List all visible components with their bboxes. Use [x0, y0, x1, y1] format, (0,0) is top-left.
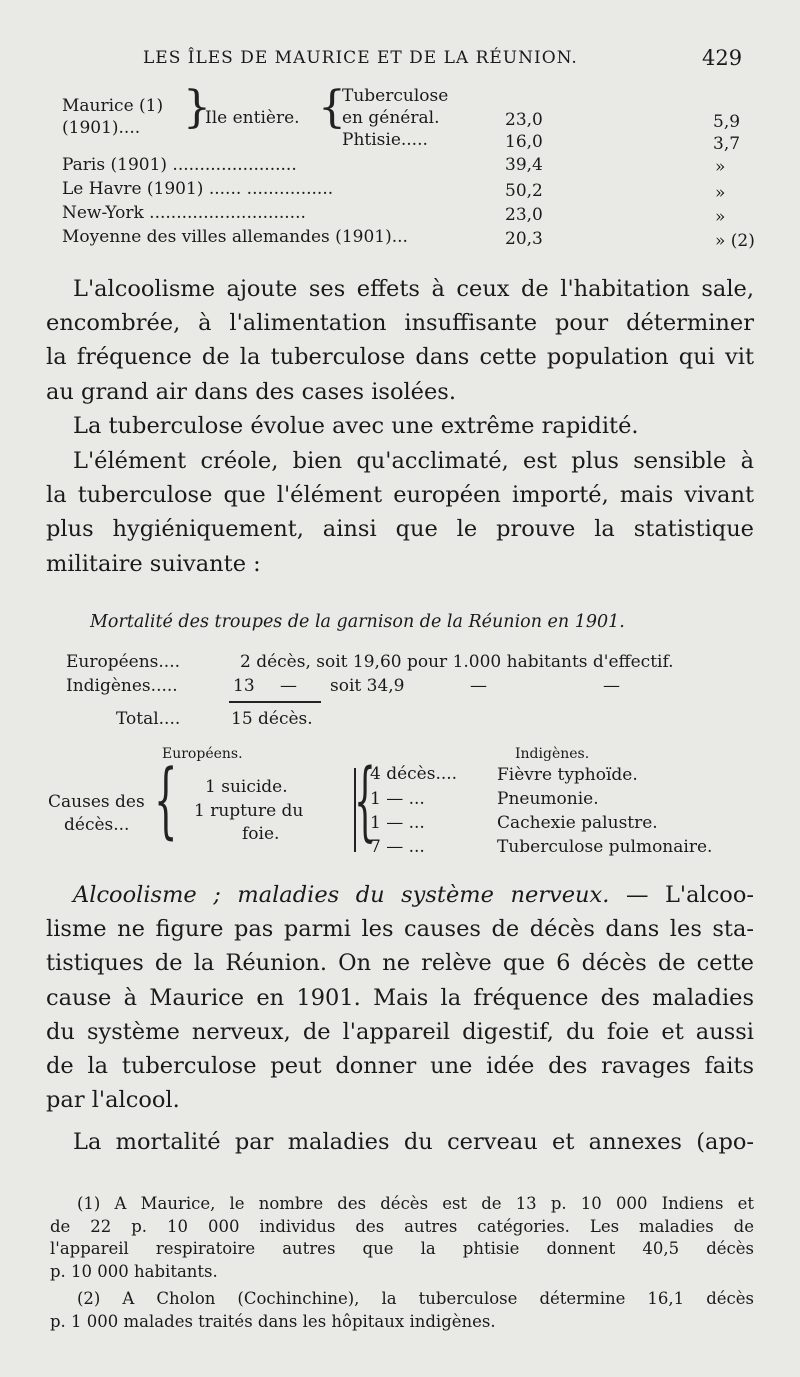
value-cell: 5,9 — [713, 112, 741, 132]
ile-entiere-label: Ile entière. — [205, 108, 300, 128]
en-general-label: en général. — [342, 108, 440, 128]
footnote-line: de 22 p. 10 000 individus des autres catégories. Les maladies de — [50, 1216, 754, 1236]
total-value: 15 décès. — [231, 709, 313, 729]
row-label: Moyenne des villes allemandes (1901)... — [62, 227, 408, 247]
left-brace: } — [183, 82, 211, 133]
table-caption: Mortalité des troupes de la garnison de la Réunion en 1901. — [90, 612, 625, 632]
text-line: la fréquence de la tuberculose dans cette population qui vit — [46, 344, 754, 371]
value-cell: 16,0 — [505, 132, 543, 152]
eu-cause: foie. — [242, 824, 280, 844]
text-line: cause à Maurice en 1901. Mais la fréquence des maladies — [46, 984, 754, 1011]
footnote-line: p. 10 000 habitants. — [50, 1261, 218, 1281]
value-cell: » (2) — [715, 231, 755, 251]
text-line: par l'alcool. — [46, 1087, 180, 1114]
value-cell: » — [715, 157, 726, 177]
ditto-dash: — — [470, 676, 487, 696]
tuberculose-label: Tuberculose — [342, 86, 449, 106]
ind-count: 1 — ... — [370, 813, 425, 833]
text-line: du système nerveux, de l'appareil digestif, du foie et aussi — [46, 1018, 754, 1045]
text-line: plus hygiéniquement, ainsi que le prouve la statistique — [46, 516, 754, 543]
text-line: au grand air dans des cases isolées. — [46, 378, 457, 405]
value-cell: 20,3 — [505, 229, 543, 249]
text-line — [46, 878, 754, 912]
paragraph — [46, 444, 754, 581]
text-line: la tuberculose que l'élément européen importé, mais vivant — [46, 482, 754, 509]
ind-cause: Pneumonie. — [497, 789, 599, 809]
paragraph — [46, 409, 754, 443]
indigenes-rate: soit 34,9 — [330, 676, 405, 696]
europeens-label: Européens.... — [66, 652, 181, 672]
text-line: tistiques de la Réunion. On ne relève que 6 décès de cette — [46, 950, 754, 977]
footnote-line: (1) A Maurice, le nombre des décès est de 13 p. 10 000 Indiens et — [77, 1194, 754, 1213]
value-cell: 23,0 — [505, 110, 543, 130]
footnote-1 — [50, 1193, 754, 1283]
text-line: de la tuberculose peut donner une idée des ravages faits — [46, 1052, 754, 1079]
ditto-dash: — — [603, 676, 620, 696]
row-label: Paris (1901) ....................... — [62, 155, 297, 175]
causes-label: décès... — [64, 815, 130, 835]
ind-count: 7 — ... — [370, 837, 425, 857]
ind-cause: Cachexie palustre. — [497, 813, 658, 833]
row-label: Le Havre (1901) ...... ................ — [62, 179, 334, 199]
text-line: La tuberculose évolue avec une extrême rapidité. — [73, 413, 639, 439]
heading-continuation: — L'alcoo- — [625, 882, 754, 908]
page-number: 429 — [702, 46, 743, 70]
text-line: militaire suivante : — [46, 550, 261, 577]
value-cell: 39,4 — [505, 155, 543, 175]
indigenes-count: 13 — [233, 676, 255, 696]
paragraph — [46, 1125, 754, 1159]
europeens-value: 2 décès, soit 19,60 pour 1.000 habitants d'effectif. — [240, 652, 674, 672]
text-line: La mortalité par maladies du cerveau et annexes (apo- — [73, 1129, 754, 1155]
footnote-line: (2) A Cholon (Cochinchine), la tuberculose détermine 16,1 décès — [77, 1289, 754, 1308]
value-cell: » — [715, 207, 726, 227]
indigenes-brace: { — [354, 751, 376, 851]
running-title: LES ÎLES DE MAURICE ET DE LA RÉUNION. — [143, 48, 578, 68]
maurice-year: (1901).... — [62, 118, 141, 138]
row-label: New-York ............................. — [62, 203, 306, 223]
value-cell: 23,0 — [505, 205, 543, 225]
ditto-dash: — — [280, 676, 297, 696]
ind-count: 1 — ... — [370, 789, 425, 809]
value-cell: 3,7 — [713, 134, 741, 154]
causes-label: Causes des — [48, 792, 145, 812]
paragraph — [46, 272, 754, 409]
ind-cause: Fièvre typhoïde. — [497, 765, 638, 785]
causes-brace: { — [154, 753, 178, 848]
ind-cause: Tuberculose pulmonaire. — [497, 837, 713, 857]
text-line: encombrée, à l'alimentation insuffisante pour déterminer — [46, 310, 754, 337]
section-paragraph — [46, 878, 754, 1117]
text-line: L'élément créole, bien qu'acclimaté, est plus sensible à — [73, 448, 754, 474]
right-brace: { — [318, 82, 346, 133]
eu-cause: 1 rupture du — [194, 801, 304, 821]
europeens-heading: Européens. — [162, 746, 243, 762]
value-cell: » — [715, 183, 726, 203]
indigenes-heading: Indigènes. — [515, 746, 590, 762]
eu-cause: 1 suicide. — [205, 777, 288, 797]
footnote-line: l'appareil respiratoire autres que la phtisie donnent 40,5 décès — [50, 1239, 754, 1258]
text-line: lisme ne figure pas parmi les causes de décès dans les sta- — [46, 916, 754, 943]
section-heading: Alcoolisme ; maladies du système nerveux. — [73, 882, 610, 908]
phtisie-label: Phtisie..... — [342, 130, 428, 150]
footnote-2 — [50, 1288, 754, 1333]
total-label: Total.... — [116, 709, 181, 729]
footnote-line: p. 1 000 malades traités dans les hôpitaux indigènes. — [50, 1311, 496, 1331]
text-line: L'alcoolisme ajoute ses effets à ceux de l'habitation sale, — [73, 276, 754, 302]
sum-rule — [229, 701, 321, 703]
value-cell: 50,2 — [505, 181, 543, 201]
ind-count: 4 décès.... — [370, 764, 458, 784]
maurice-label: Maurice (1) — [62, 96, 164, 116]
indigenes-label: Indigènes..... — [66, 676, 178, 696]
